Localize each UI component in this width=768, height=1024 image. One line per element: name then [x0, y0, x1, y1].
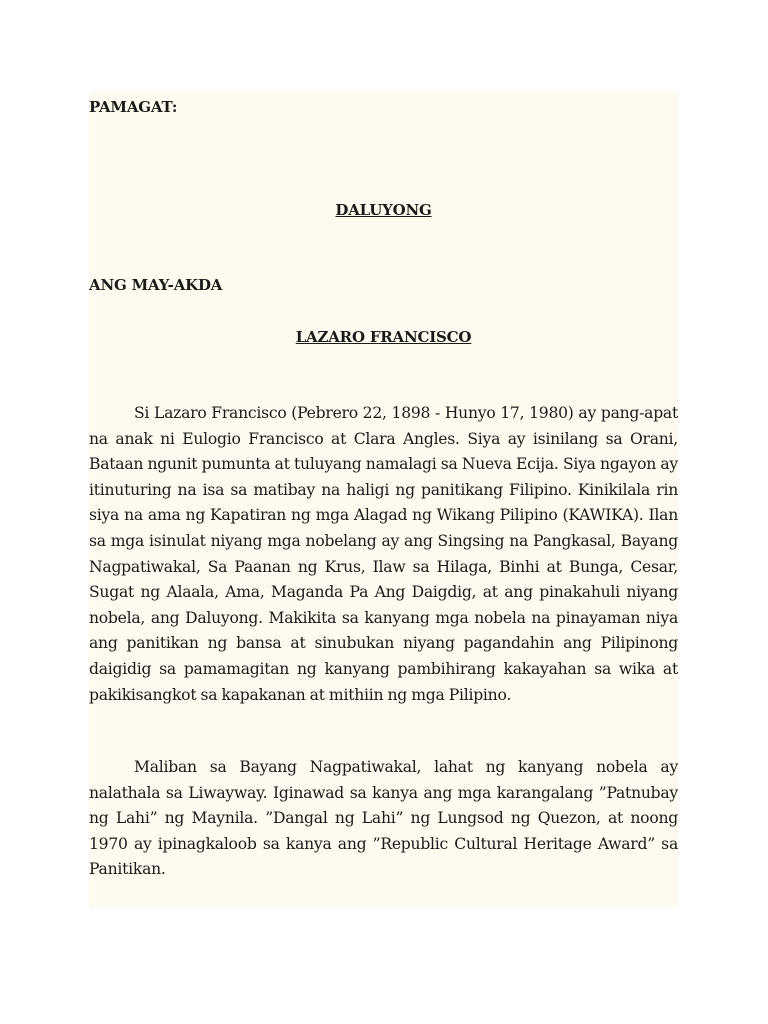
paragraph-biography: Si Lazaro Francisco (Pebrero 22, 1898 - Hunyo 17, 1980) ay pang-apat na anak ni Eulogio Francisco at Clara Angles. Siya ay isinilang sa Orani, Bataan ngunit pumunta at tuluyang namalagi sa Nueva Ecija. Siya ngayon ay itinuturing na isa sa matibay na haligi ng panitikang Filipino. Kinikilala rin siya na ama ng Kapatiran ng mga Alagad ng Wikang Pilipino (KAWIKA). Ilan sa mga isinulat niyang mga nobelang ay ang Singsing na Pangkasal, Bayang Nagpatiwakal, Sa Paanan ng Krus, Ilaw sa Hilaga, Binhi at Bunga, Cesar, Sugat ng Alaala, Ama, Maganda Pa Ang Daigdig, at ang pinakahuli niyang nobela, ang Daluyong. Makikita sa kanyang mga nobela na pinayaman niya ang panitikan ng bansa at sinubukan niyang pagandahin ang Pilipinong daigidig sa pamamagitan ng kanyang pambihirang kakayahan sa wika at pakikisangkot sa kapakanan at mithiin ng mga Pilipino. [89, 404, 678, 704]
author-label: ANG MAY-AKDA [89, 276, 223, 294]
document-title: DALUYONG [335, 201, 432, 219]
document-page [89, 92, 678, 907]
author-name: LAZARO FRANCISCO [295, 328, 472, 346]
pamagat-label: PAMAGAT: [89, 98, 178, 116]
paragraph-awards: Maliban sa Bayang Nagpatiwakal, lahat ng kanyang nobela ay nalathala sa Liwayway. Iginawad sa kanya ang mga karangalang ”Patnubay ng Lahi” ng Maynila. ”Dangal ng Lahi” ng Lungsod ng Quezon, at noong 1970 ay ipinagkaloob sa kanya ang ”Republic Cultural Heritage Award” sa Panitikan. [89, 758, 678, 879]
